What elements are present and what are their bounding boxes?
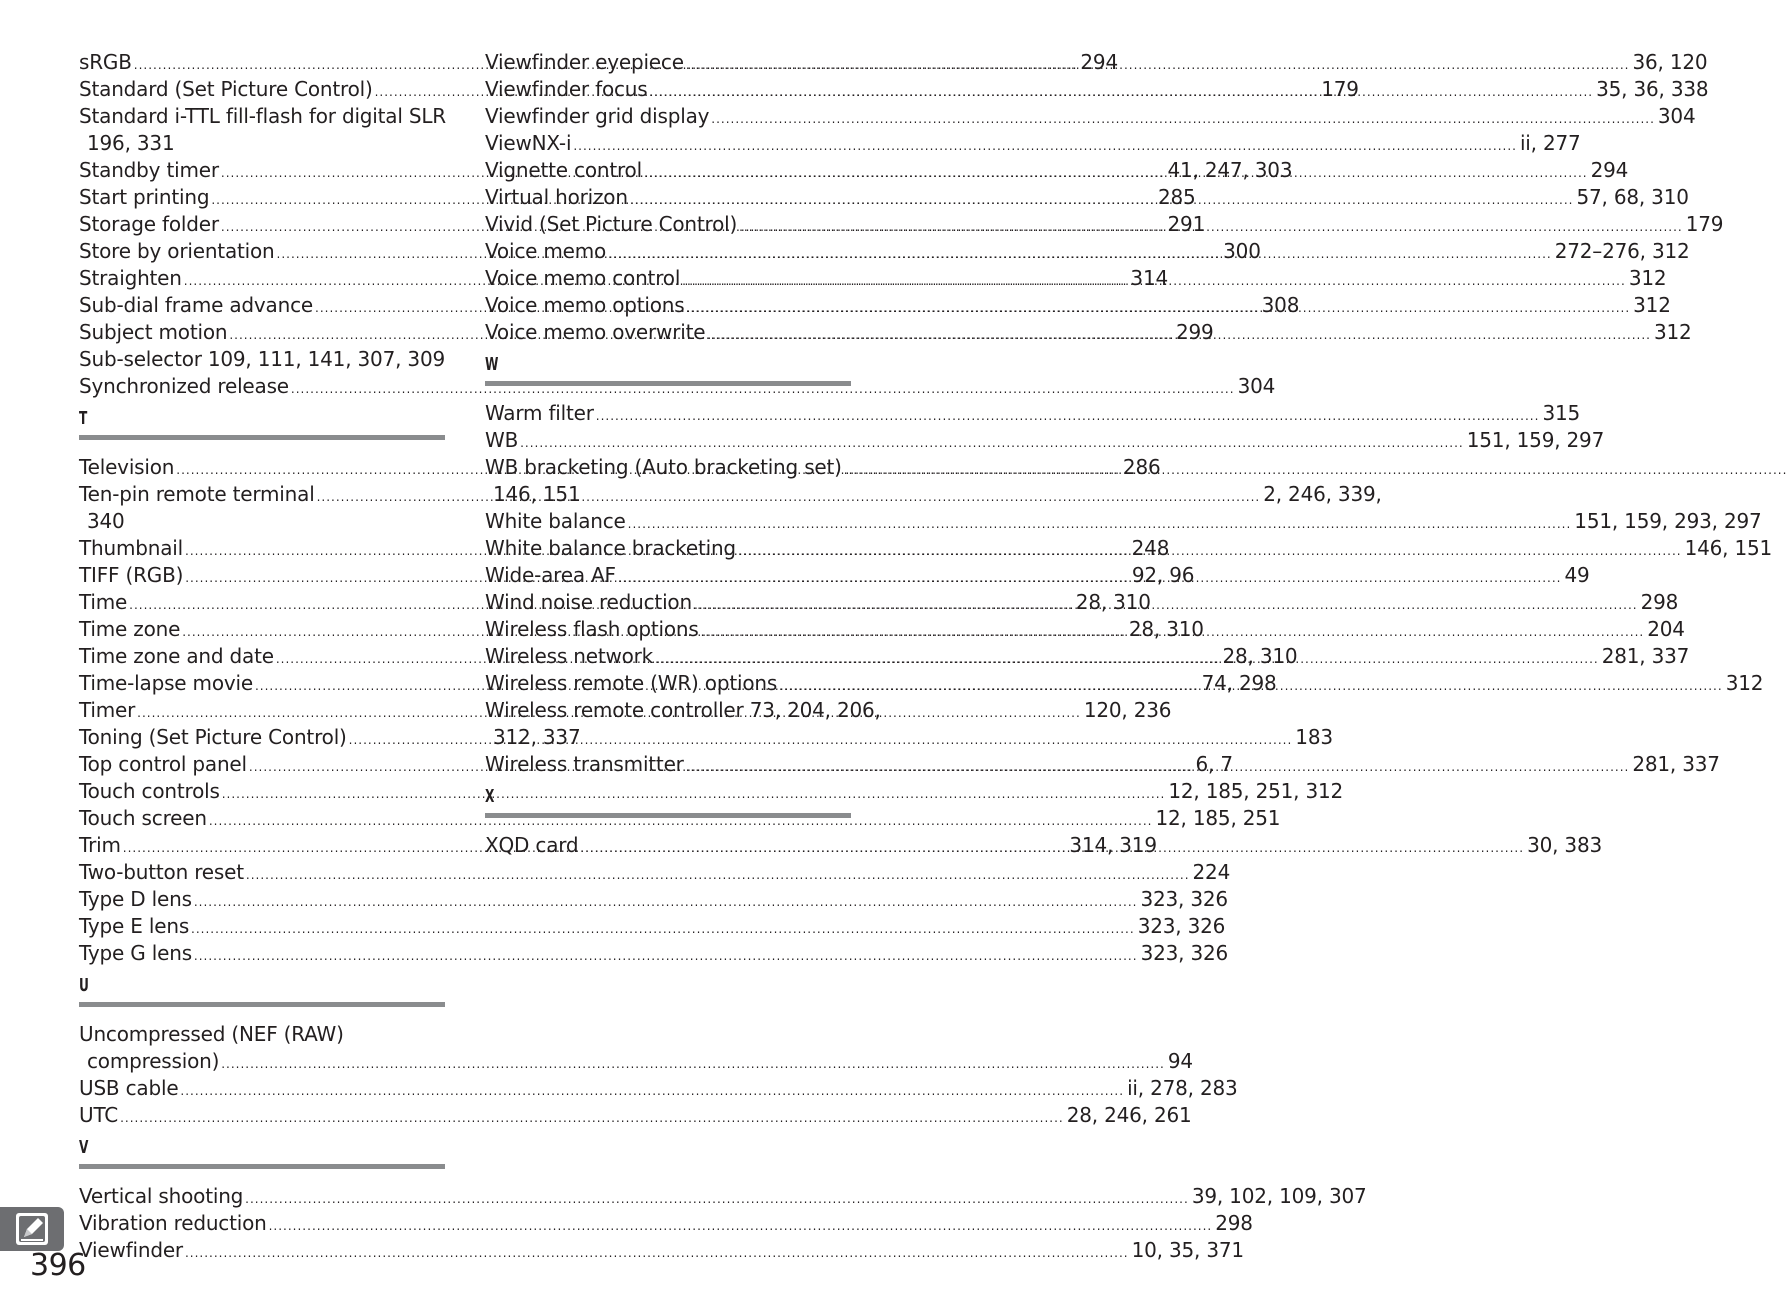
index-term: Voice memo control bbox=[485, 266, 681, 290]
section-header-u bbox=[79, 967, 445, 1021]
dot-leader bbox=[573, 133, 1517, 160]
index-term: Voice memo options bbox=[485, 293, 685, 317]
index-entry-usb-cable bbox=[79, 1075, 1238, 1102]
index-entry-synchronized-release bbox=[79, 373, 1276, 400]
dot-leader bbox=[185, 1240, 1129, 1267]
index-term: Standby timer bbox=[79, 158, 219, 182]
index-term: WB bbox=[485, 428, 519, 452]
dot-leader bbox=[246, 862, 1190, 889]
index-entry-type-e-lens bbox=[79, 913, 1226, 940]
page-references: 74, 298 bbox=[1201, 671, 1277, 695]
index-term: Wide-area AF bbox=[485, 563, 616, 587]
page-references: 28, 310 bbox=[1128, 617, 1204, 641]
index-entry-wb bbox=[485, 427, 1605, 454]
index-term: White balance bbox=[485, 509, 626, 533]
page-references: 179 bbox=[1685, 212, 1724, 236]
index-term: Ten-pin remote terminal bbox=[79, 482, 315, 506]
page-references: 36, 120 bbox=[1632, 50, 1708, 74]
page-references: 323, 326 bbox=[1140, 941, 1229, 965]
page-references: 323, 326 bbox=[1137, 914, 1226, 938]
index-term: Two-button reset bbox=[79, 860, 244, 884]
dot-leader bbox=[649, 79, 1593, 106]
page-references: 28, 310 bbox=[1222, 644, 1298, 668]
dot-leader bbox=[644, 160, 1588, 187]
index-term: Viewfinder bbox=[79, 1238, 183, 1262]
page-references: 6, 7 bbox=[1195, 752, 1233, 776]
page-references: 109, 111, 141, 307, 309 bbox=[207, 347, 445, 371]
index-term: Synchronized release bbox=[79, 374, 289, 398]
page-references: 291 bbox=[1167, 212, 1206, 236]
index-entry-touch-controls bbox=[79, 778, 1344, 805]
index-term: Start printing bbox=[79, 185, 210, 209]
page-references: 248 bbox=[1131, 536, 1170, 560]
page-references: 10, 35, 371 bbox=[1131, 1238, 1244, 1262]
index-term: Standard (Set Picture Control) bbox=[79, 77, 373, 101]
dot-leader bbox=[655, 646, 1599, 673]
page-references: 146, 151 bbox=[493, 482, 581, 506]
index-entry-wb-bracketing-auto-bracketing-set bbox=[485, 454, 851, 508]
page-references: 57, 68, 310 bbox=[1576, 185, 1689, 209]
index-term: Wireless flash options bbox=[485, 617, 699, 641]
index-entry-utc bbox=[79, 1102, 1192, 1129]
index-entry-sub-selector bbox=[79, 346, 445, 373]
index-entry-uncompressed-nef-raw bbox=[79, 1021, 1193, 1075]
index-term: Wireless remote controller bbox=[485, 698, 744, 722]
dot-leader bbox=[596, 403, 1540, 430]
section-divider bbox=[485, 813, 851, 818]
page-number: 396 bbox=[30, 1248, 86, 1283]
index-term: Voice memo overwrite bbox=[485, 320, 706, 344]
index-term: Timer bbox=[79, 698, 136, 722]
index-term: Virtual horizon bbox=[485, 185, 628, 209]
index-term: Viewfinder focus bbox=[485, 77, 648, 101]
index-term: Time-lapse movie bbox=[79, 671, 253, 695]
page-references: 314, 319 bbox=[1069, 833, 1157, 857]
index-term: Wireless transmitter bbox=[485, 752, 684, 776]
page-references: 308 bbox=[1261, 293, 1300, 317]
page-references: 286 bbox=[1122, 455, 1161, 479]
page-references: 183 bbox=[1295, 725, 1333, 749]
section-letter: V bbox=[79, 1137, 89, 1158]
section-letter: U bbox=[79, 975, 89, 996]
section-header-x bbox=[485, 778, 851, 832]
page-references: 315 bbox=[1542, 401, 1581, 425]
page-references: 294 bbox=[1590, 158, 1629, 182]
dot-leader bbox=[221, 1051, 1165, 1078]
index-term: Store by orientation bbox=[79, 239, 275, 263]
section-letter: T bbox=[79, 408, 88, 429]
dot-leader bbox=[580, 835, 1524, 862]
section-letter: W bbox=[485, 354, 499, 375]
dot-leader bbox=[682, 268, 1626, 295]
dot-leader bbox=[686, 52, 1630, 79]
page-references: 73, 204, 206, bbox=[749, 698, 881, 722]
section-header-v bbox=[79, 1129, 445, 1183]
page-references: 224 bbox=[1192, 860, 1231, 884]
section-divider bbox=[79, 1002, 445, 1007]
reference-tab bbox=[0, 1207, 64, 1251]
page-references: 151, 159, 293, 297 bbox=[1574, 509, 1762, 533]
page-references: 285 bbox=[1157, 185, 1196, 209]
dot-leader bbox=[618, 565, 1562, 592]
dot-leader bbox=[711, 106, 1655, 133]
page-references: 35, 36, 338 bbox=[1596, 77, 1709, 101]
dot-leader bbox=[194, 889, 1138, 916]
index-term: Wireless remote (WR) options bbox=[485, 671, 778, 695]
index-term: Television bbox=[79, 455, 175, 479]
page-references: 30, 383 bbox=[1527, 833, 1603, 857]
index-term: Sub-selector bbox=[79, 347, 202, 371]
index-term: Vignette control bbox=[485, 158, 642, 182]
page-references: 41, 247, 303 bbox=[1167, 158, 1293, 182]
index-term: ViewNX-i bbox=[485, 131, 572, 155]
index-term: Subject motion bbox=[79, 320, 228, 344]
page-references: 312 bbox=[1628, 266, 1667, 290]
index-term: White balance bracketing bbox=[485, 536, 736, 560]
dot-leader bbox=[630, 187, 1574, 214]
page-references: 323, 326 bbox=[1140, 887, 1228, 911]
dot-leader bbox=[779, 673, 1723, 700]
index-entry-viewfinder-grid-display bbox=[485, 103, 1696, 130]
page-references: 272–276, 312 bbox=[1554, 239, 1690, 263]
page-references: 300 bbox=[1223, 239, 1261, 263]
page-references: 294 bbox=[1080, 50, 1118, 74]
section-divider bbox=[79, 1164, 445, 1169]
dot-leader bbox=[245, 1186, 1189, 1213]
index-term: XQD card bbox=[485, 833, 579, 857]
page-references: 28, 246, 261 bbox=[1066, 1103, 1192, 1127]
page-references: 92, 96 bbox=[1131, 563, 1195, 587]
page-references: 281, 337 bbox=[1632, 752, 1720, 776]
dot-leader bbox=[701, 619, 1645, 646]
index-term: sRGB bbox=[79, 50, 132, 74]
section-header-w bbox=[485, 346, 851, 400]
index-term: Viewfinder eyepiece bbox=[485, 50, 684, 74]
index-term: Vivid (Set Picture Control) bbox=[485, 212, 738, 236]
page-references: 12, 185, 251, 312 bbox=[1168, 779, 1344, 803]
dot-leader bbox=[844, 457, 1787, 484]
index-entry-touch-screen bbox=[79, 805, 1281, 832]
index-entry-warm-filter bbox=[485, 400, 1581, 427]
index-entry-standard-i-ttl-fill-flash-for-digital-slr bbox=[79, 103, 445, 157]
index-term: Touch screen bbox=[79, 806, 207, 830]
index-term: Time bbox=[79, 590, 128, 614]
page-references: 146, 151 bbox=[1684, 536, 1773, 560]
index-term: Standard i-TTL fill-flash for digital SLR bbox=[79, 104, 447, 128]
index-term: Touch controls bbox=[79, 779, 220, 803]
index-term: Viewfinder grid display bbox=[485, 104, 710, 128]
index-entry-wireless-remote-controller bbox=[485, 697, 881, 751]
dot-leader bbox=[739, 214, 1683, 241]
index-term-continued: compression) bbox=[87, 1049, 220, 1073]
page-references: 12, 185, 251 bbox=[1155, 806, 1281, 830]
dot-leader bbox=[204, 349, 205, 376]
index-term: Toning (Set Picture Control) bbox=[79, 725, 347, 749]
page-references: 281, 337 bbox=[1601, 644, 1690, 668]
index-term: Straighten bbox=[79, 266, 182, 290]
page-references: 179 bbox=[1321, 77, 1359, 101]
page-references-continued: 312, 337 bbox=[493, 725, 581, 749]
dot-leader bbox=[194, 943, 1138, 970]
index-entry-type-d-lens bbox=[79, 886, 1228, 913]
dot-leader bbox=[687, 295, 1631, 322]
index-term: Thumbnail bbox=[79, 536, 183, 560]
page-references: 120, 236 bbox=[1083, 698, 1172, 722]
section-divider bbox=[79, 435, 445, 440]
index-term: Voice memo bbox=[485, 239, 607, 263]
index-term: Storage folder bbox=[79, 212, 219, 236]
page-references: 2, 246, 339, bbox=[1263, 482, 1382, 506]
section-letter: X bbox=[485, 786, 495, 807]
index-term: WB bracketing (Auto bracketing set) bbox=[485, 455, 842, 479]
page-references-continued: 340 bbox=[87, 509, 125, 533]
index-entry-vibration-reduction bbox=[79, 1210, 1253, 1237]
section-divider bbox=[485, 381, 851, 386]
index-term: Time zone bbox=[79, 617, 181, 641]
page-references: 312 bbox=[1633, 293, 1671, 317]
page-references: 304 bbox=[1657, 104, 1696, 128]
index-term: Sub-dial frame advance bbox=[79, 293, 313, 317]
index-term: Time zone and date bbox=[79, 644, 274, 668]
index-term: Top control panel bbox=[79, 752, 247, 776]
page-references: 204 bbox=[1647, 617, 1685, 641]
index-entry-viewnx-i bbox=[485, 130, 1581, 157]
index-term: Type E lens bbox=[79, 914, 190, 938]
page-references: 196, 331 bbox=[87, 131, 175, 155]
dot-leader bbox=[707, 322, 1651, 349]
section-header-t bbox=[79, 400, 445, 454]
dot-leader bbox=[608, 241, 1552, 268]
index-term: Type D lens bbox=[79, 887, 192, 911]
index-term: Warm filter bbox=[485, 401, 594, 425]
index-term: Vertical shooting bbox=[79, 1184, 244, 1208]
dot-leader bbox=[628, 511, 1572, 538]
page-references: 312 bbox=[1725, 671, 1764, 695]
page-references: 28, 310 bbox=[1075, 590, 1151, 614]
index-term: Wireless network bbox=[485, 644, 654, 668]
page-references: 94 bbox=[1167, 1049, 1193, 1073]
index-term: TIFF (RGB) bbox=[79, 563, 184, 587]
index-term: USB cable bbox=[79, 1076, 179, 1100]
index-term: Trim bbox=[79, 833, 121, 857]
index-term: Type G lens bbox=[79, 941, 192, 965]
index-entry-white-balance bbox=[485, 508, 1762, 535]
index-entry-viewfinder bbox=[79, 1237, 1244, 1264]
page-references: 299 bbox=[1176, 320, 1214, 344]
dot-leader bbox=[269, 1213, 1213, 1240]
dot-leader bbox=[180, 1078, 1124, 1105]
index-term: Vibration reduction bbox=[79, 1211, 267, 1235]
index-entry-type-g-lens bbox=[79, 940, 1229, 967]
page-references: 39, 102, 109, 307 bbox=[1191, 1184, 1367, 1208]
page-references: ii, 277 bbox=[1519, 131, 1581, 155]
index-term: UTC bbox=[79, 1103, 119, 1127]
page-references: ii, 278, 283 bbox=[1127, 1076, 1238, 1100]
page-references: 151, 159, 297 bbox=[1466, 428, 1605, 452]
dot-leader bbox=[191, 916, 1135, 943]
reference-pencil-icon bbox=[15, 1212, 49, 1246]
index-term: Uncompressed (NEF (RAW) bbox=[79, 1022, 344, 1046]
dot-leader bbox=[738, 538, 1682, 565]
page-references: 312 bbox=[1653, 320, 1692, 344]
dot-leader bbox=[520, 430, 1464, 457]
index-entry-vertical-shooting bbox=[79, 1183, 1367, 1210]
page-references: 314 bbox=[1130, 266, 1168, 290]
index-term: Wind noise reduction bbox=[485, 590, 692, 614]
index-entry-two-button-reset bbox=[79, 859, 1231, 886]
page-references: 304 bbox=[1237, 374, 1276, 398]
dot-leader bbox=[694, 592, 1638, 619]
dot-leader bbox=[686, 754, 1630, 781]
page-references: 298 bbox=[1640, 590, 1679, 614]
page-references: 49 bbox=[1564, 563, 1590, 587]
page-references: 298 bbox=[1215, 1211, 1253, 1235]
dot-leader bbox=[120, 1105, 1064, 1132]
